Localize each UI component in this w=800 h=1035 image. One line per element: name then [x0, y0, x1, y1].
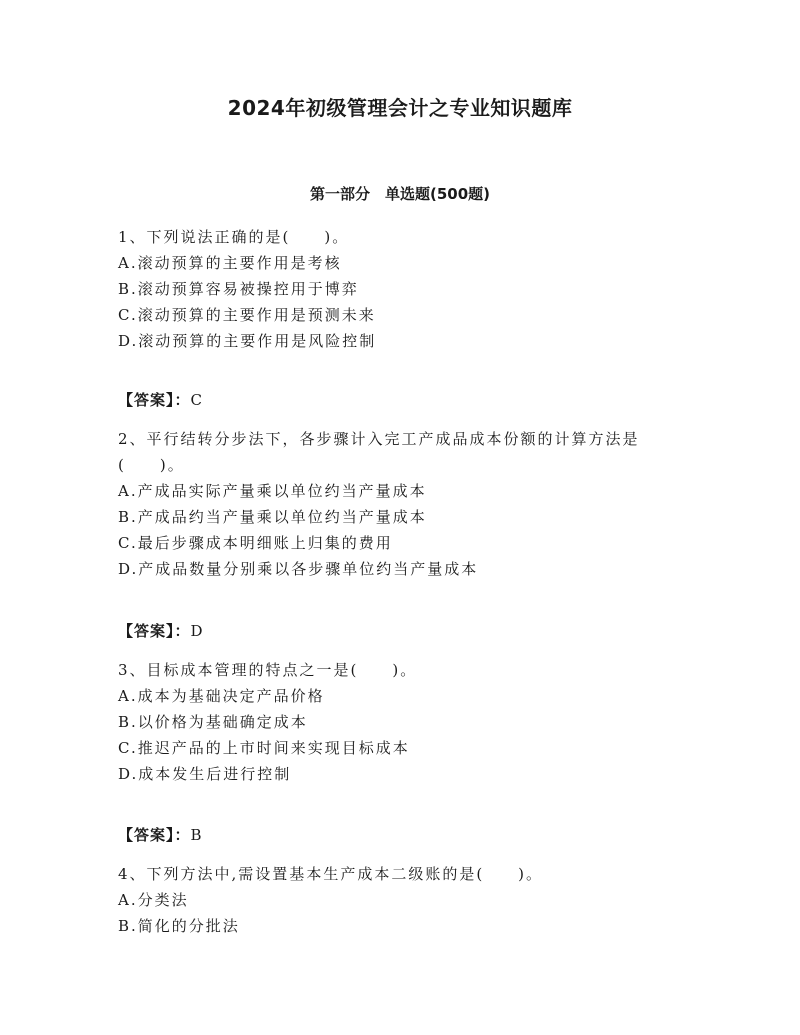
question-3-option-b: B.以价格为基础确定成本 [118, 713, 308, 731]
answer-label: 【答案】： [118, 622, 191, 640]
question-2 [118, 426, 698, 582]
question-1-stem: 1、下列说法正确的是( )。 [118, 228, 350, 246]
question-1-option-b: B.滚动预算容易被操控用于博弈 [118, 280, 359, 298]
answer-label: 【答案】： [118, 826, 191, 844]
answer-value: C [190, 391, 202, 409]
question-1-option-d: D.滚动预算的主要作用是风险控制 [118, 332, 377, 350]
question-4 [118, 861, 698, 939]
question-2-answer [118, 618, 203, 644]
question-4-option-a: A.分类法 [118, 891, 189, 909]
question-3-option-c: C.推迟产品的上市时间来实现目标成本 [118, 739, 410, 757]
question-2-option-d: D.产成品数量分别乘以各步骤单位约当产量成本 [118, 560, 479, 578]
question-2-option-a: A.产成品实际产量乘以单位约当产量成本 [118, 482, 427, 500]
question-1 [118, 224, 698, 354]
question-3 [118, 657, 698, 787]
question-1-option-a: A.滚动预算的主要作用是考核 [118, 254, 342, 272]
question-2-stem-line-2: ( )。 [118, 456, 185, 474]
question-3-answer [118, 822, 202, 848]
question-3-stem: 3、目标成本管理的特点之一是( )。 [118, 661, 418, 679]
question-3-option-a: A.成本为基础决定产品价格 [118, 687, 325, 705]
question-2-option-c: C.最后步骤成本明细账上归集的费用 [118, 534, 393, 552]
section-title: 第一部分 单选题(500题) [309, 185, 491, 203]
document-title: 2024年初级管理会计之专业知识题库 [227, 96, 573, 120]
question-3-option-d: D.成本发生后进行控制 [118, 765, 292, 783]
answer-value: B [190, 826, 202, 844]
answer-label: 【答案】： [118, 391, 191, 409]
answer-value: D [190, 622, 203, 640]
question-1-answer [118, 387, 202, 413]
question-4-stem: 4、下列方法中,需设置基本生产成本二级账的是( )。 [118, 865, 544, 883]
question-2-stem-line-1: 2、平行结转分步法下，各步骤计入完工产成品成本份额的计算方法是 [118, 430, 640, 448]
question-4-option-b: B.简化的分批法 [118, 917, 240, 935]
question-1-option-c: C.滚动预算的主要作用是预测未来 [118, 306, 376, 324]
question-2-option-b: B.产成品约当产量乘以单位约当产量成本 [118, 508, 427, 526]
